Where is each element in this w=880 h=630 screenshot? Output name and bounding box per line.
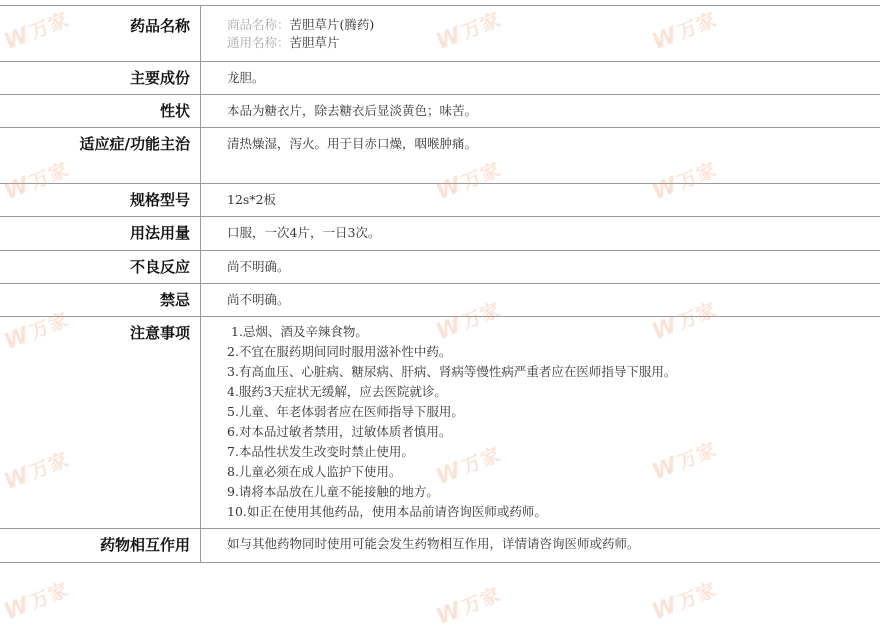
watermark-logo: W万家	[432, 443, 505, 491]
caution-item: 10.如正在使用其他药品，使用本品前请咨询医师或药师。	[227, 504, 547, 519]
row-dosage	[0, 217, 880, 251]
watermark-logo: W万家	[432, 298, 505, 346]
caution-item: 1.忌烟、酒及辛辣食物。	[231, 324, 368, 339]
caution-item: 6.对本品过敏者禁用，过敏体质者慎用。	[227, 424, 452, 439]
drug-name-value	[201, 6, 880, 62]
watermark-logo: W万家	[648, 438, 721, 486]
ingredients-value: 龙胆。	[201, 62, 880, 95]
row-cautions	[0, 317, 880, 529]
appearance-label: 性状	[0, 95, 201, 128]
watermark-logo: W万家	[648, 8, 721, 56]
indications-label: 适应症/功能主治	[0, 128, 201, 184]
appearance-value: 本品为糖衣片，除去糖衣后显淡黄色；味苦。	[201, 95, 880, 128]
caution-item: 4.服药3天症状无缓解，应去医院就诊。	[227, 384, 447, 399]
row-interactions	[0, 529, 880, 563]
watermark-logo: W万家	[648, 298, 721, 346]
cautions-list	[227, 322, 880, 522]
row-ingredients	[0, 62, 880, 95]
watermark-logo: W万家	[648, 158, 721, 206]
watermark-logo: W万家	[0, 578, 73, 626]
generic-name-line: 通用名称：苦胆草片	[227, 35, 340, 50]
cautions-value	[201, 317, 880, 529]
ingredients-label: 主要成份	[0, 62, 201, 95]
watermark-logo: W万家	[0, 448, 73, 496]
interactions-label: 药物相互作用	[0, 529, 201, 563]
caution-item: 2.不宜在服药期间同时服用滋补性中药。	[227, 344, 452, 359]
watermark-logo: W万家	[0, 308, 73, 356]
cautions-label: 注意事项	[0, 317, 201, 529]
spec-label: 规格型号	[0, 184, 201, 217]
row-adverse-reactions	[0, 251, 880, 284]
caution-item: 8.儿童必须在成人监护下使用。	[227, 464, 402, 479]
adverse-label: 不良反应	[0, 251, 201, 284]
contra-label: 禁忌	[0, 284, 201, 317]
caution-item: 3.有高血压、心脏病、糖尿病、肝病、肾病等慢性病严重者应在医师指导下服用。	[227, 364, 677, 379]
spec-value: 12s*2板	[201, 184, 880, 217]
dosage-label: 用法用量	[0, 217, 201, 251]
interactions-value: 如与其他药物同时使用可能会发生药物相互作用，详情请咨询医师或药师。	[201, 529, 880, 563]
watermark-logo: W万家	[432, 8, 505, 56]
row-contraindications	[0, 284, 880, 317]
drug-name-label: 药品名称	[0, 6, 201, 62]
trade-name-line: 商品名称：苦胆草片(腾药)	[227, 17, 375, 32]
caution-item: 5.儿童、年老体弱者应在医师指导下服用。	[227, 404, 464, 419]
row-indications	[0, 128, 880, 184]
drug-info-table	[0, 5, 880, 563]
adverse-value: 尚不明确。	[201, 251, 880, 284]
caution-item: 9.请将本品放在儿童不能接触的地方。	[227, 484, 439, 499]
watermark-logo: W万家	[432, 583, 505, 630]
watermark-logo: W万家	[0, 8, 73, 56]
dosage-value: 口服，一次4片，一日3次。	[201, 217, 880, 251]
watermark-logo: W万家	[0, 158, 73, 206]
caution-item: 7.本品性状发生改变时禁止使用。	[227, 444, 414, 459]
watermark-logo: W万家	[648, 578, 721, 626]
row-appearance	[0, 95, 880, 128]
indications-value: 清热燥湿，泻火。用于目赤口燥，咽喉肿痛。	[201, 128, 880, 184]
contra-value: 尚不明确。	[201, 284, 880, 317]
row-spec	[0, 184, 880, 217]
row-drug-name	[0, 6, 880, 62]
watermark-logo: W万家	[432, 158, 505, 206]
